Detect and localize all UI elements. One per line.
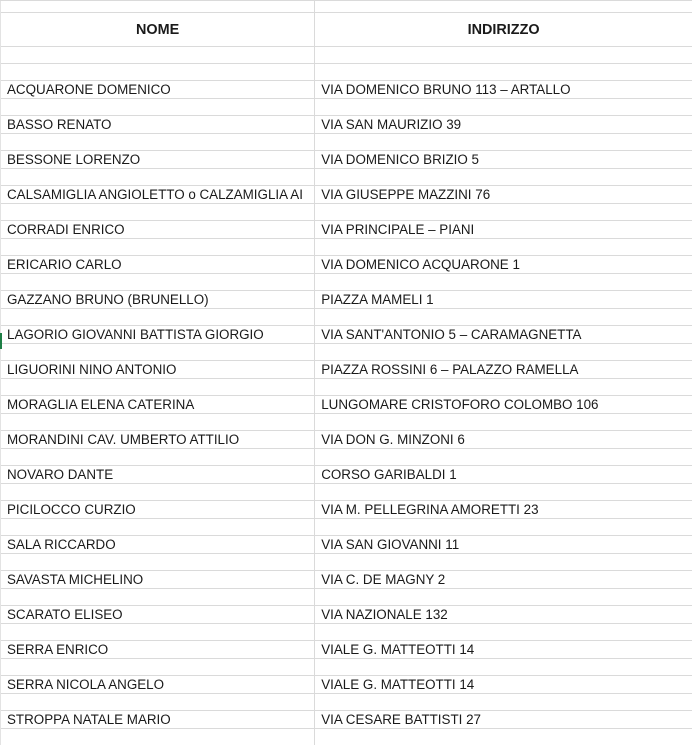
blank-row bbox=[1, 624, 692, 641]
address-cell[interactable]: VIA SAN MAURIZIO 39 bbox=[315, 116, 692, 134]
address-cell[interactable]: VIA DON G. MINZONI 6 bbox=[315, 431, 692, 449]
name-cell[interactable]: SCARATO ELISEO bbox=[1, 606, 315, 624]
name-cell[interactable]: CALSAMIGLIA ANGIOLETTO o CALZAMIGLIA AI bbox=[1, 186, 315, 204]
cell[interactable] bbox=[1, 554, 315, 571]
cell[interactable] bbox=[1, 309, 315, 326]
blank-row bbox=[1, 99, 692, 116]
cell[interactable] bbox=[315, 554, 692, 571]
address-cell[interactable]: VIA DOMENICO ACQUARONE 1 bbox=[315, 256, 692, 274]
address-cell[interactable]: VIA DOMENICO BRIZIO 5 bbox=[315, 151, 692, 169]
blank-row bbox=[1, 694, 692, 711]
name-cell[interactable]: BESSONE LORENZO bbox=[1, 151, 315, 169]
blank-row bbox=[1, 274, 692, 291]
name-cell[interactable]: SAVASTA MICHELINO bbox=[1, 571, 315, 589]
name-cell[interactable]: CORRADI ENRICO bbox=[1, 221, 315, 239]
cell[interactable] bbox=[1, 169, 315, 186]
name-cell[interactable]: MORAGLIA ELENA CATERINA bbox=[1, 396, 315, 414]
cell[interactable] bbox=[1, 239, 315, 256]
name-cell[interactable]: SALA RICCARDO bbox=[1, 536, 315, 554]
cell[interactable] bbox=[315, 729, 692, 746]
cell[interactable] bbox=[315, 624, 692, 641]
cell[interactable] bbox=[315, 449, 692, 466]
table-row bbox=[1, 536, 692, 554]
address-cell[interactable]: VIA CESARE BATTISTI 27 bbox=[315, 711, 692, 729]
address-cell[interactable]: VIA SANT'ANTONIO 5 – CARAMAGNETTA bbox=[315, 326, 692, 344]
address-cell[interactable]: PIAZZA MAMELI 1 bbox=[315, 291, 692, 309]
blank-row bbox=[1, 344, 692, 361]
table-row bbox=[1, 676, 692, 694]
cell[interactable] bbox=[315, 274, 692, 291]
cell[interactable] bbox=[1, 204, 315, 221]
table-row bbox=[1, 81, 692, 99]
cell[interactable] bbox=[315, 204, 692, 221]
blank-row bbox=[1, 449, 692, 466]
header-row bbox=[1, 13, 692, 47]
cell[interactable] bbox=[1, 414, 315, 431]
cell[interactable] bbox=[1, 64, 315, 81]
active-cell-marker bbox=[0, 333, 2, 349]
cell[interactable] bbox=[1, 624, 315, 641]
address-cell[interactable]: VIA SAN GIOVANNI 11 bbox=[315, 536, 692, 554]
cell[interactable] bbox=[315, 64, 692, 81]
name-cell[interactable]: LAGORIO GIOVANNI BATTISTA GIORGIO bbox=[1, 326, 315, 344]
address-cell[interactable]: VIALE G. MATTEOTTI 14 bbox=[315, 641, 692, 659]
table-row bbox=[1, 221, 692, 239]
table-row bbox=[1, 326, 692, 344]
cell[interactable] bbox=[1, 449, 315, 466]
name-cell[interactable]: NOVARO DANTE bbox=[1, 466, 315, 484]
cell[interactable] bbox=[1, 379, 315, 396]
blank-row bbox=[1, 729, 692, 746]
blank-row bbox=[1, 204, 692, 221]
cell[interactable] bbox=[1, 344, 315, 361]
cell[interactable] bbox=[315, 99, 692, 116]
cell[interactable] bbox=[1, 519, 315, 536]
cell[interactable] bbox=[1, 134, 315, 151]
cell[interactable] bbox=[1, 694, 315, 711]
table-row bbox=[1, 186, 692, 204]
blank-row bbox=[1, 519, 692, 536]
name-cell[interactable]: GAZZANO BRUNO (BRUNELLO) bbox=[1, 291, 315, 309]
cell[interactable] bbox=[315, 169, 692, 186]
blank-row bbox=[1, 47, 692, 64]
name-cell[interactable]: BASSO RENATO bbox=[1, 116, 315, 134]
table-row bbox=[1, 291, 692, 309]
table-row bbox=[1, 606, 692, 624]
blank-row bbox=[1, 64, 692, 81]
cell[interactable] bbox=[1, 484, 315, 501]
name-cell[interactable]: ACQUARONE DOMENICO bbox=[1, 81, 315, 99]
cell[interactable] bbox=[315, 519, 692, 536]
cell[interactable] bbox=[1, 1, 315, 13]
table-row bbox=[1, 361, 692, 379]
table-row bbox=[1, 116, 692, 134]
table-row bbox=[1, 501, 692, 519]
address-cell[interactable]: VIA DOMENICO BRUNO 113 – ARTALLO bbox=[315, 81, 692, 99]
name-cell[interactable]: LIGUORINI NINO ANTONIO bbox=[1, 361, 315, 379]
name-cell[interactable]: MORANDINI CAV. UMBERTO ATTILIO bbox=[1, 431, 315, 449]
address-cell[interactable]: LUNGOMARE CRISTOFORO COLOMBO 106 bbox=[315, 396, 692, 414]
blank-row bbox=[1, 379, 692, 396]
name-cell[interactable]: PICILOCCO CURZIO bbox=[1, 501, 315, 519]
cell[interactable] bbox=[1, 47, 315, 64]
blank-row bbox=[1, 239, 692, 256]
address-cell[interactable]: CORSO GARIBALDI 1 bbox=[315, 466, 692, 484]
cell[interactable] bbox=[315, 694, 692, 711]
address-cell[interactable]: VIA M. PELLEGRINA AMORETTI 23 bbox=[315, 501, 692, 519]
blank-row bbox=[1, 169, 692, 186]
address-cell[interactable]: VIA GIUSEPPE MAZZINI 76 bbox=[315, 186, 692, 204]
cell[interactable] bbox=[1, 729, 315, 746]
table-row bbox=[1, 711, 692, 729]
column-header-nome[interactable]: NOME bbox=[1, 13, 315, 47]
address-cell[interactable]: VIA C. DE MAGNY 2 bbox=[315, 571, 692, 589]
cell[interactable] bbox=[315, 1, 692, 13]
blank-row bbox=[1, 554, 692, 571]
table-row bbox=[1, 256, 692, 274]
blank-row bbox=[1, 659, 692, 676]
cell[interactable] bbox=[315, 47, 692, 64]
blank-row bbox=[1, 484, 692, 501]
cell[interactable] bbox=[315, 484, 692, 501]
cell[interactable] bbox=[1, 659, 315, 676]
table-row bbox=[1, 641, 692, 659]
table-row bbox=[1, 396, 692, 414]
cell[interactable] bbox=[315, 344, 692, 361]
address-cell[interactable]: VIALE G. MATTEOTTI 14 bbox=[315, 676, 692, 694]
name-cell[interactable]: STROPPA NATALE MARIO bbox=[1, 711, 315, 729]
column-header-indirizzo[interactable]: INDIRIZZO bbox=[315, 13, 692, 47]
name-cell[interactable]: SERRA ENRICO bbox=[1, 641, 315, 659]
cell[interactable] bbox=[315, 239, 692, 256]
cell[interactable] bbox=[1, 589, 315, 606]
table-row bbox=[1, 151, 692, 169]
name-cell[interactable]: ERICARIO CARLO bbox=[1, 256, 315, 274]
blank-row bbox=[1, 589, 692, 606]
address-cell[interactable]: PIAZZA ROSSINI 6 – PALAZZO RAMELLA bbox=[315, 361, 692, 379]
name-cell[interactable]: SERRA NICOLA ANGELO bbox=[1, 676, 315, 694]
cell[interactable] bbox=[315, 379, 692, 396]
blank-row bbox=[1, 414, 692, 431]
cell[interactable] bbox=[315, 659, 692, 676]
cell[interactable] bbox=[1, 99, 315, 116]
blank-row bbox=[1, 134, 692, 151]
cell[interactable] bbox=[1, 274, 315, 291]
blank-row bbox=[1, 309, 692, 326]
cell[interactable] bbox=[315, 309, 692, 326]
cell[interactable] bbox=[315, 134, 692, 151]
address-cell[interactable]: VIA NAZIONALE 132 bbox=[315, 606, 692, 624]
cell[interactable] bbox=[315, 589, 692, 606]
blank-row bbox=[1, 1, 692, 13]
cell[interactable] bbox=[315, 414, 692, 431]
table-row bbox=[1, 466, 692, 484]
table-row bbox=[1, 571, 692, 589]
table-row bbox=[1, 431, 692, 449]
address-cell[interactable]: VIA PRINCIPALE – PIANI bbox=[315, 221, 692, 239]
